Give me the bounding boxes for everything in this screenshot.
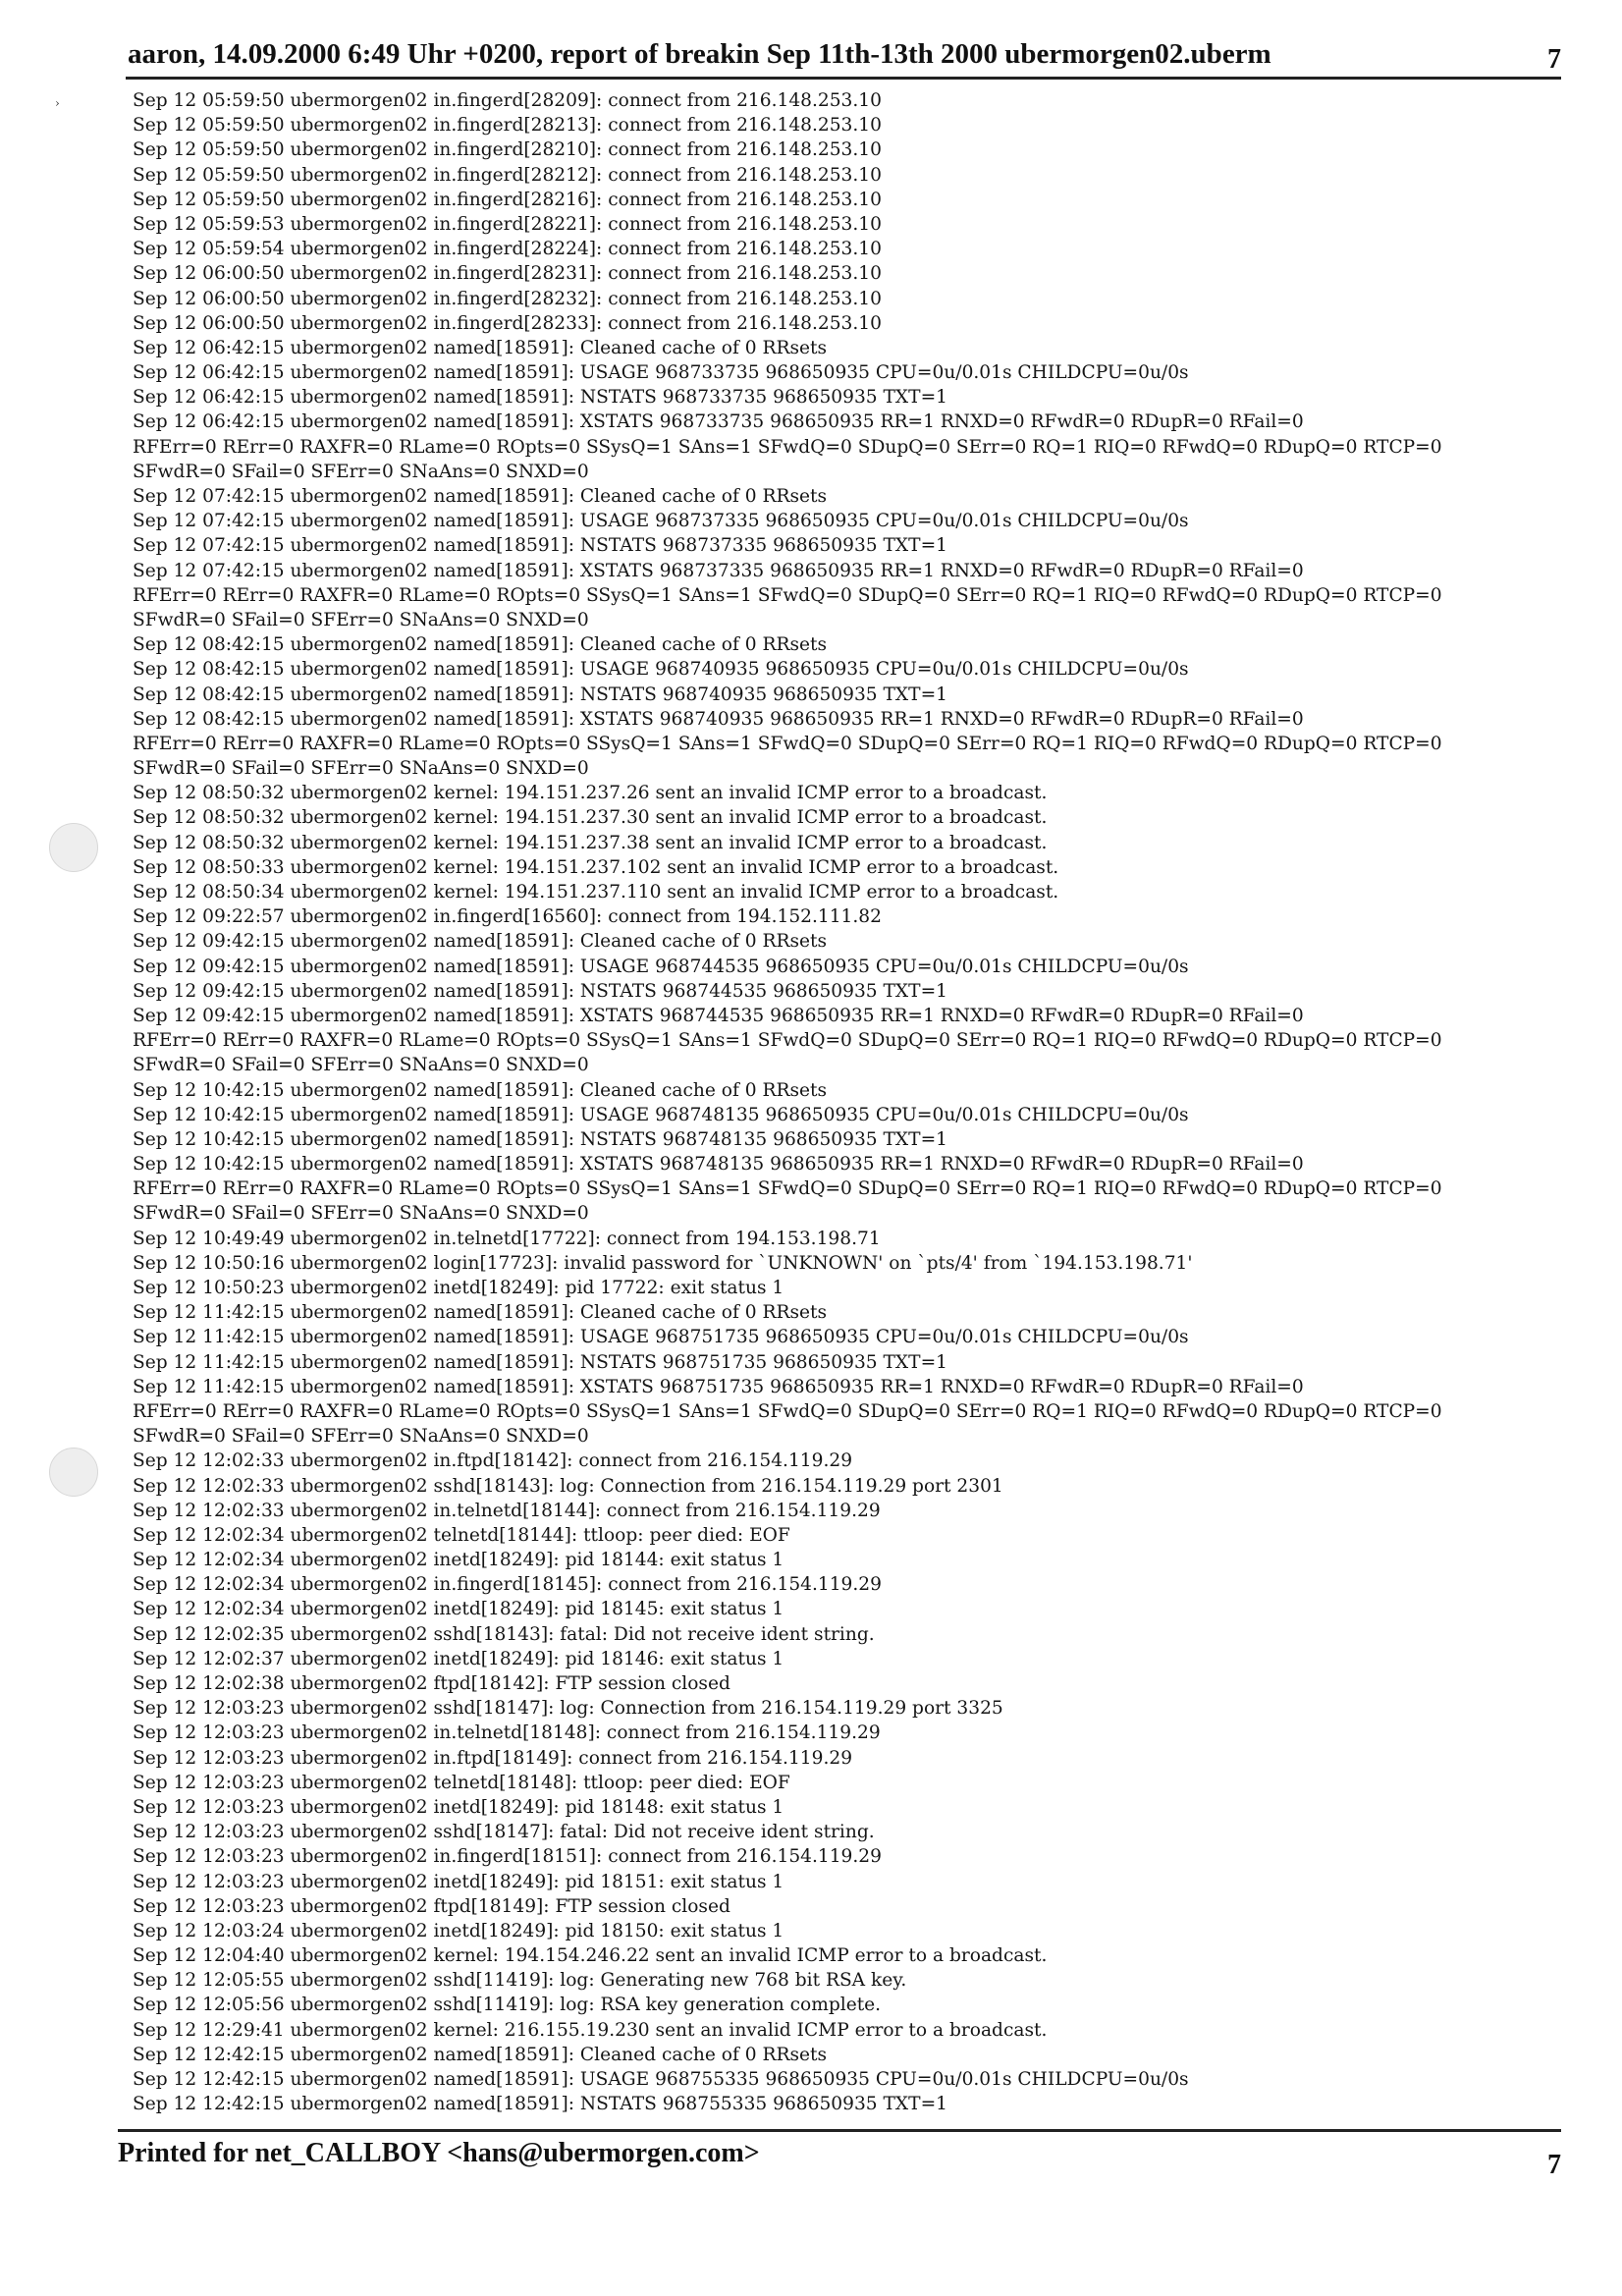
log-line: Sep 12 09:42:15 ubermorgen02 named[18591]: XSTATS 968744535 968650935 RR=1 RNXD=0 RFwdR=0 RDupR=0 RFail=0 [133,1005,1304,1026]
punch-hole [49,1448,98,1497]
log-line: Sep 12 10:42:15 ubermorgen02 named[18591]: USAGE 968748135 968650935 CPU=0u/0.01s CHILDCPU=0u/0s [133,1104,1189,1125]
log-line: RFErr=0 RErr=0 RAXFR=0 RLame=0 ROpts=0 SSysQ=1 SAns=1 SFwdQ=0 SDupQ=0 SErr=0 RQ=1 RIQ=0 RFwdQ=0 RDupQ=0 RTCP=0 [133,436,1442,458]
log-line: Sep 12 06:42:15 ubermorgen02 named[18591]: XSTATS 968733735 968650935 RR=1 RNXD=0 RFwdR=0 RDupR=0 RFail=0 [133,411,1304,433]
log-line: Sep 12 07:42:15 ubermorgen02 named[18591]: NSTATS 968737335 968650935 TXT=1 [133,535,947,557]
printed-for-line: Printed for net_CALLBOY <hans@ubermorgen.com> [118,2138,760,2168]
log-line: Sep 12 12:02:33 ubermorgen02 sshd[18143]: log: Connection from 216.154.119.29 port 2301 [133,1475,1003,1497]
log-line: Sep 12 12:29:41 ubermorgen02 kernel: 216.155.19.230 sent an invalid ICMP error to a broadcast. [133,2019,1048,2041]
log-line: Sep 12 09:42:15 ubermorgen02 named[18591]: NSTATS 968744535 968650935 TXT=1 [133,980,947,1002]
log-line: Sep 12 08:50:32 ubermorgen02 kernel: 194.151.237.38 sent an invalid ICMP error to a broadcast. [133,832,1048,853]
log-line: Sep 12 12:02:34 ubermorgen02 inetd[18249]: pid 18145: exit status 1 [133,1599,784,1620]
log-line: RFErr=0 RErr=0 RAXFR=0 RLame=0 ROpts=0 SSysQ=1 SAns=1 SFwdQ=0 SDupQ=0 SErr=0 RQ=1 RIQ=0 RFwdQ=0 RDupQ=0 RTCP=0 [133,1400,1442,1422]
log-line: Sep 12 12:02:35 ubermorgen02 sshd[18143]: fatal: Did not receive ident string. [133,1623,875,1645]
log-line: RFErr=0 RErr=0 RAXFR=0 RLame=0 ROpts=0 SSysQ=1 SAns=1 SFwdQ=0 SDupQ=0 SErr=0 RQ=1 RIQ=0 RFwdQ=0 RDupQ=0 RTCP=0 [133,733,1442,754]
log-line: Sep 12 12:03:24 ubermorgen02 inetd[18249]: pid 18150: exit status 1 [133,1920,784,1941]
log-line: Sep 12 05:59:54 ubermorgen02 in.fingerd[28224]: connect from 216.148.253.10 [133,239,882,260]
log-line: SFwdR=0 SFail=0 SFErr=0 SNaAns=0 SNXD=0 [133,758,589,780]
log-line: Sep 12 12:05:55 ubermorgen02 sshd[11419]: log: Generating new 768 bit RSA key. [133,1970,907,1992]
log-line: Sep 12 08:50:33 ubermorgen02 kernel: 194.151.237.102 sent an invalid ICMP error to a broadcast. [133,856,1059,878]
log-line: Sep 12 12:02:37 ubermorgen02 inetd[18249]: pid 18146: exit status 1 [133,1648,784,1669]
log-line: Sep 12 05:59:50 ubermorgen02 in.fingerd[28210]: connect from 216.148.253.10 [133,139,882,161]
report-title: aaron, 14.09.2000 6:49 Uhr +0200, report of breakin Sep 11th-13th 2000 ubermorgen02.uberm [128,38,1271,70]
log-line: Sep 12 12:05:56 ubermorgen02 sshd[11419]: log: RSA key generation complete. [133,1995,882,2016]
log-line: Sep 12 11:42:15 ubermorgen02 named[18591]: XSTATS 968751735 968650935 RR=1 RNXD=0 RFwdR=0 RDupR=0 RFail=0 [133,1376,1304,1397]
log-line: Sep 12 09:42:15 ubermorgen02 named[18591]: Cleaned cache of 0 RRsets [133,931,828,953]
log-line: Sep 12 12:03:23 ubermorgen02 sshd[18147]: log: Connection from 216.154.119.29 port 3325 [133,1698,1003,1720]
log-line: SFwdR=0 SFail=0 SFErr=0 SNaAns=0 SNXD=0 [133,1055,589,1076]
log-line: RFErr=0 RErr=0 RAXFR=0 RLame=0 ROpts=0 SSysQ=1 SAns=1 SFwdQ=0 SDupQ=0 SErr=0 RQ=1 RIQ=0 RFwdQ=0 RDupQ=0 RTCP=0 [133,1030,1442,1052]
log-line: SFwdR=0 SFail=0 SFErr=0 SNaAns=0 SNXD=0 [133,1203,589,1225]
log-line: Sep 12 07:42:15 ubermorgen02 named[18591]: Cleaned cache of 0 RRsets [133,486,828,507]
log-line: Sep 12 05:59:50 ubermorgen02 in.fingerd[28213]: connect from 216.148.253.10 [133,115,882,137]
log-line: Sep 12 12:42:15 ubermorgen02 named[18591]: USAGE 968755335 968650935 CPU=0u/0.01s CHILDCPU=0u/0s [133,2069,1189,2090]
log-line: Sep 12 05:59:53 ubermorgen02 in.fingerd[28221]: connect from 216.148.253.10 [133,213,882,235]
log-line: Sep 12 12:02:34 ubermorgen02 in.fingerd[18145]: connect from 216.154.119.29 [133,1574,882,1596]
log-line: Sep 12 11:42:15 ubermorgen02 named[18591]: Cleaned cache of 0 RRsets [133,1302,828,1324]
footer-page-number: 7 [1547,2150,1561,2180]
log-line: Sep 12 12:03:23 ubermorgen02 ftpd[18149]: FTP session closed [133,1895,730,1917]
log-line: Sep 12 12:03:23 ubermorgen02 in.fingerd[18151]: connect from 216.154.119.29 [133,1846,882,1868]
log-line: Sep 12 12:03:23 ubermorgen02 in.telnetd[18148]: connect from 216.154.119.29 [133,1722,881,1744]
log-line: SFwdR=0 SFail=0 SFErr=0 SNaAns=0 SNXD=0 [133,1426,589,1448]
log-line: Sep 12 07:42:15 ubermorgen02 named[18591]: XSTATS 968737335 968650935 RR=1 RNXD=0 RFwdR=0 RDupR=0 RFail=0 [133,560,1304,581]
log-line: Sep 12 10:42:15 ubermorgen02 named[18591]: NSTATS 968748135 968650935 TXT=1 [133,1128,947,1150]
log-line: Sep 12 10:42:15 ubermorgen02 named[18591]: Cleaned cache of 0 RRsets [133,1079,828,1101]
log-line: Sep 12 08:42:15 ubermorgen02 named[18591]: NSTATS 968740935 968650935 TXT=1 [133,683,947,705]
log-line: Sep 12 08:50:34 ubermorgen02 kernel: 194.151.237.110 sent an invalid ICMP error to a broadcast. [133,882,1059,902]
log-line: Sep 12 12:42:15 ubermorgen02 named[18591]: NSTATS 968755335 968650935 TXT=1 [133,2094,947,2115]
log-line: Sep 12 12:42:15 ubermorgen02 named[18591]: Cleaned cache of 0 RRsets [133,2044,828,2065]
log-line: Sep 12 12:03:23 ubermorgen02 inetd[18249]: pid 18148: exit status 1 [133,1796,784,1818]
log-line: Sep 12 06:42:15 ubermorgen02 named[18591]: USAGE 968733735 968650935 CPU=0u/0.01s CHILDCPU=0u/0s [133,362,1189,384]
log-line: Sep 12 09:22:57 ubermorgen02 in.fingerd[16560]: connect from 194.152.111.82 [133,906,882,928]
log-line: Sep 12 12:03:23 ubermorgen02 in.ftpd[18149]: connect from 216.154.119.29 [133,1747,853,1769]
header-rule [126,77,1561,80]
log-line: Sep 12 08:42:15 ubermorgen02 named[18591]: USAGE 968740935 968650935 CPU=0u/0.01s CHILDCPU=0u/0s [133,659,1189,681]
log-line: Sep 12 10:50:16 ubermorgen02 login[17723]: invalid password for `UNKNOWN' on `pts/4' from `194.153.198.71' [133,1252,1193,1274]
log-line: Sep 12 12:02:34 ubermorgen02 telnetd[18144]: ttloop: peer died: EOF [133,1524,790,1546]
log-listing [133,88,1546,2116]
log-line: Sep 12 08:42:15 ubermorgen02 named[18591]: XSTATS 968740935 968650935 RR=1 RNXD=0 RFwdR=0 RDupR=0 RFail=0 [133,708,1304,730]
log-line: Sep 12 06:00:50 ubermorgen02 in.fingerd[28231]: connect from 216.148.253.10 [133,263,882,285]
log-line: Sep 12 08:50:32 ubermorgen02 kernel: 194.151.237.26 sent an invalid ICMP error to a broadcast. [133,783,1048,804]
log-line: Sep 12 10:50:23 ubermorgen02 inetd[18249]: pid 17722: exit status 1 [133,1278,784,1298]
log-line: Sep 12 07:42:15 ubermorgen02 named[18591]: USAGE 968737335 968650935 CPU=0u/0.01s CHILDCPU=0u/0s [133,511,1189,532]
log-line: Sep 12 12:02:33 ubermorgen02 in.telnetd[18144]: connect from 216.154.119.29 [133,1500,881,1521]
scan-speck: › [55,96,60,110]
punch-hole [49,823,98,872]
log-line: SFwdR=0 SFail=0 SFErr=0 SNaAns=0 SNXD=0 [133,461,589,482]
log-line: Sep 12 12:03:23 ubermorgen02 telnetd[18148]: ttloop: peer died: EOF [133,1772,790,1793]
log-line: RFErr=0 RErr=0 RAXFR=0 RLame=0 ROpts=0 SSysQ=1 SAns=1 SFwdQ=0 SDupQ=0 SErr=0 RQ=1 RIQ=0 RFwdQ=0 RDupQ=0 RTCP=0 [133,1178,1442,1200]
log-line: Sep 12 11:42:15 ubermorgen02 named[18591]: NSTATS 968751735 968650935 TXT=1 [133,1351,947,1373]
log-line: Sep 12 05:59:50 ubermorgen02 in.fingerd[28216]: connect from 216.148.253.10 [133,189,882,210]
log-line: Sep 12 06:00:50 ubermorgen02 in.fingerd[28232]: connect from 216.148.253.10 [133,288,882,309]
log-line: Sep 12 12:02:34 ubermorgen02 inetd[18249]: pid 18144: exit status 1 [133,1550,784,1571]
log-line: Sep 12 06:42:15 ubermorgen02 named[18591]: Cleaned cache of 0 RRsets [133,337,828,358]
log-line: Sep 12 11:42:15 ubermorgen02 named[18591]: USAGE 968751735 968650935 CPU=0u/0.01s CHILDCPU=0u/0s [133,1327,1189,1348]
log-line: Sep 12 12:03:23 ubermorgen02 sshd[18147]: fatal: Did not receive ident string. [133,1822,875,1843]
log-line: Sep 12 10:42:15 ubermorgen02 named[18591]: XSTATS 968748135 968650935 RR=1 RNXD=0 RFwdR=0 RDupR=0 RFail=0 [133,1154,1304,1175]
log-line: Sep 12 05:59:50 ubermorgen02 in.fingerd[28209]: connect from 216.148.253.10 [133,90,882,111]
log-line: Sep 12 06:00:50 ubermorgen02 in.fingerd[28233]: connect from 216.148.253.10 [133,312,882,334]
log-line: Sep 12 09:42:15 ubermorgen02 named[18591]: USAGE 968744535 968650935 CPU=0u/0.01s CHILDCPU=0u/0s [133,956,1189,977]
log-line: RFErr=0 RErr=0 RAXFR=0 RLame=0 ROpts=0 SSysQ=1 SAns=1 SFwdQ=0 SDupQ=0 SErr=0 RQ=1 RIQ=0 RFwdQ=0 RDupQ=0 RTCP=0 [133,584,1442,606]
footer-rule [118,2129,1561,2132]
log-line: Sep 12 08:42:15 ubermorgen02 named[18591]: Cleaned cache of 0 RRsets [133,634,828,656]
log-line: Sep 12 12:03:23 ubermorgen02 inetd[18249]: pid 18151: exit status 1 [133,1871,784,1892]
log-line: Sep 12 12:02:33 ubermorgen02 in.ftpd[18142]: connect from 216.154.119.29 [133,1450,853,1472]
log-line: Sep 12 12:02:38 ubermorgen02 ftpd[18142]: FTP session closed [133,1673,730,1694]
log-line: Sep 12 05:59:50 ubermorgen02 in.fingerd[28212]: connect from 216.148.253.10 [133,164,882,186]
log-line: Sep 12 12:04:40 ubermorgen02 kernel: 194.154.246.22 sent an invalid ICMP error to a broadcast. [133,1945,1048,1967]
log-line: SFwdR=0 SFail=0 SFErr=0 SNaAns=0 SNXD=0 [133,609,589,630]
log-line: Sep 12 10:49:49 ubermorgen02 in.telnetd[17722]: connect from 194.153.198.71 [133,1228,881,1249]
log-line: Sep 12 06:42:15 ubermorgen02 named[18591]: NSTATS 968733735 968650935 TXT=1 [133,387,947,409]
header-page-number: 7 [1547,44,1561,75]
log-line: Sep 12 08:50:32 ubermorgen02 kernel: 194.151.237.30 sent an invalid ICMP error to a broadcast. [133,807,1048,829]
